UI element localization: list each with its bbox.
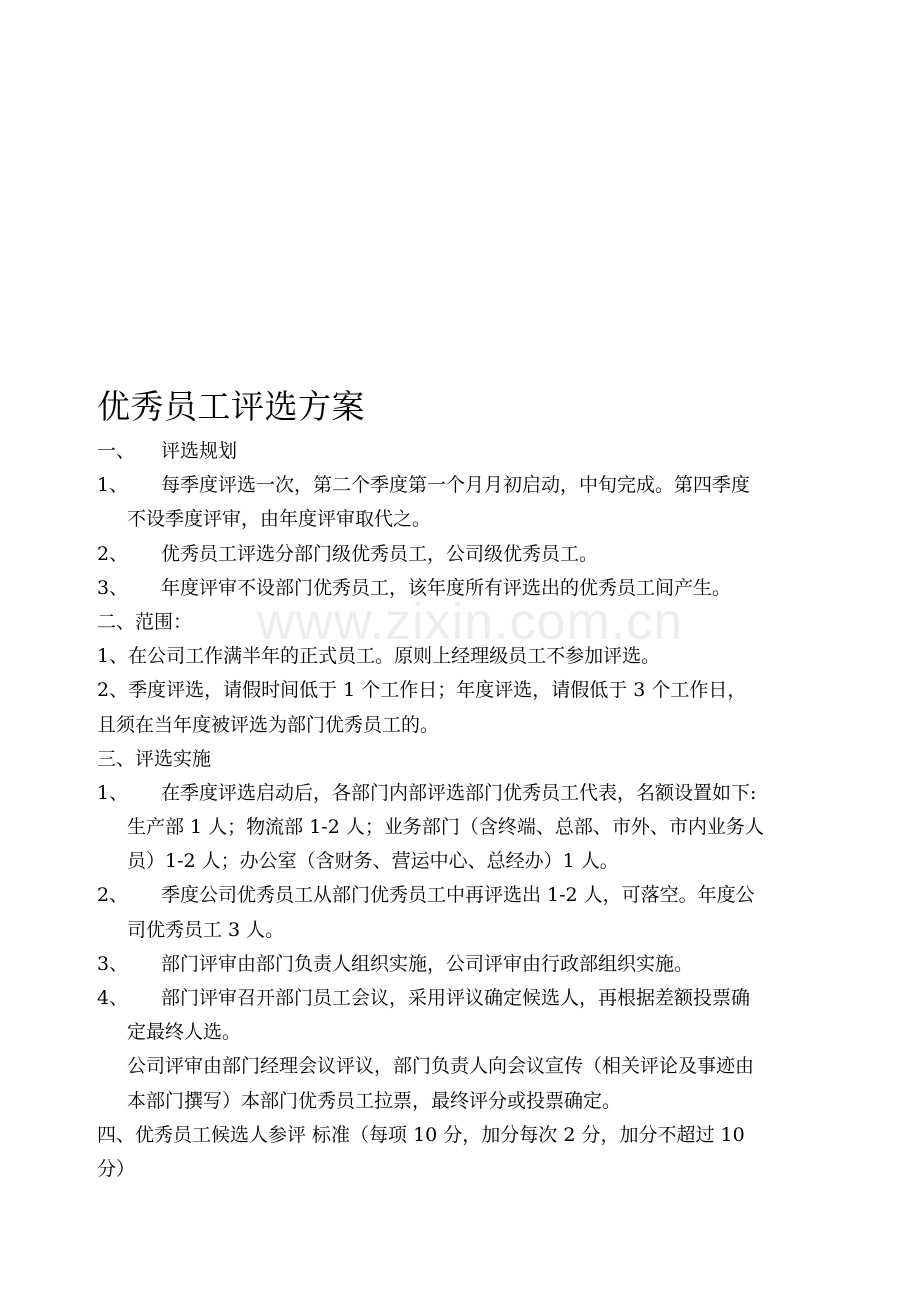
line-text: 2、季度评选，请假时间低于 1 个工作日；年度评选，请假低于 3 个工作日， bbox=[97, 679, 747, 702]
line-text: 二、范围： bbox=[97, 610, 193, 633]
line-text: 在季度评选启动后，各部门内部评选部门优秀员工代表，名额设置如下: bbox=[161, 781, 757, 804]
list-item-continuation bbox=[97, 1015, 832, 1049]
item-number: 1、 bbox=[97, 474, 129, 497]
line-text: 每季度评选一次，第二个季度第一个月月初启动，中旬完成。第四季度 bbox=[161, 474, 751, 497]
watermark: www.zixin.com.cn bbox=[256, 593, 684, 651]
section-heading bbox=[97, 434, 832, 468]
list-item-continuation bbox=[97, 1049, 832, 1083]
line-text: 年度评审不设部门优秀员工，该年度所有评选出的优秀员工间产生。 bbox=[161, 576, 732, 599]
line-text: 司优秀员工 3 人。 bbox=[127, 918, 285, 941]
list-item bbox=[97, 981, 832, 1015]
item-number: 2、 bbox=[97, 884, 129, 907]
item-number: 一、 bbox=[97, 440, 136, 462]
line-text: 四、优秀员工候选人参评 标准（每项 10 分，加分每次 2 分，加分不超过 10 bbox=[97, 1123, 745, 1146]
line-text: 季度公司优秀员工从部门优秀员工中再评选出 1-2 人，可落空。年度公 bbox=[161, 884, 755, 907]
list-item bbox=[97, 537, 832, 571]
document-body bbox=[97, 434, 832, 1186]
list-item bbox=[97, 776, 832, 810]
line-text: 评选规划 bbox=[161, 440, 238, 462]
section-heading bbox=[97, 742, 832, 776]
line-text: 生产部 1 人；物流部 1-2 人；业务部门（含终端、总部、市外、市内业务人 bbox=[127, 816, 764, 839]
list-item bbox=[97, 878, 832, 912]
line-text: 不设季度评审，由年度评审取代之。 bbox=[127, 508, 432, 531]
list-item bbox=[97, 571, 832, 605]
paragraph-line bbox=[97, 1152, 832, 1186]
section-heading bbox=[97, 1118, 832, 1152]
paragraph-line bbox=[97, 639, 832, 673]
line-text: 1、在公司工作满半年的正式员工。原则上经理级员工不参加评选。 bbox=[97, 645, 661, 668]
section-heading bbox=[97, 605, 832, 639]
item-number: 4、 bbox=[97, 987, 129, 1009]
line-text: 三、评选实施 bbox=[97, 747, 212, 770]
line-text: 部门评审由部门负责人组织实施，公司评审由行政部组织实施。 bbox=[161, 952, 694, 975]
item-number: 1、 bbox=[97, 781, 129, 804]
list-item bbox=[97, 468, 832, 502]
line-text: 员）1-2 人；办公室（含财务、营运中心、总经办）1 人。 bbox=[127, 850, 619, 873]
list-item-continuation bbox=[97, 844, 832, 878]
line-text: 部门评审召开部门员工会议，采用评议确定候选人，再根据差额投票确 bbox=[161, 987, 751, 1009]
list-item-continuation bbox=[97, 1084, 832, 1118]
line-text: 定最终人选。 bbox=[127, 1021, 242, 1044]
list-item-continuation bbox=[97, 913, 832, 947]
paragraph-line bbox=[97, 673, 832, 707]
item-number: 2、 bbox=[97, 542, 129, 565]
item-number: 3、 bbox=[97, 576, 129, 599]
line-text: 本部门撰写）本部门优秀员工拉票，最终评分或投票确定。 bbox=[127, 1089, 622, 1112]
item-number: 3、 bbox=[97, 952, 129, 975]
paragraph-line bbox=[97, 708, 832, 742]
line-text: 公司评审由部门经理会议评议，部门负责人向会议宣传（相关评论及事迹由 bbox=[127, 1055, 755, 1078]
document-title: 优秀员工评选方案 bbox=[97, 387, 365, 426]
line-text: 分） bbox=[97, 1157, 136, 1180]
line-text: 优秀员工评选分部门级优秀员工，公司级优秀员工。 bbox=[161, 542, 599, 565]
line-text: 且须在当年度被评选为部门优秀员工的。 bbox=[97, 713, 440, 736]
list-item-continuation bbox=[97, 502, 832, 536]
list-item bbox=[97, 947, 832, 981]
list-item-continuation bbox=[97, 810, 832, 844]
